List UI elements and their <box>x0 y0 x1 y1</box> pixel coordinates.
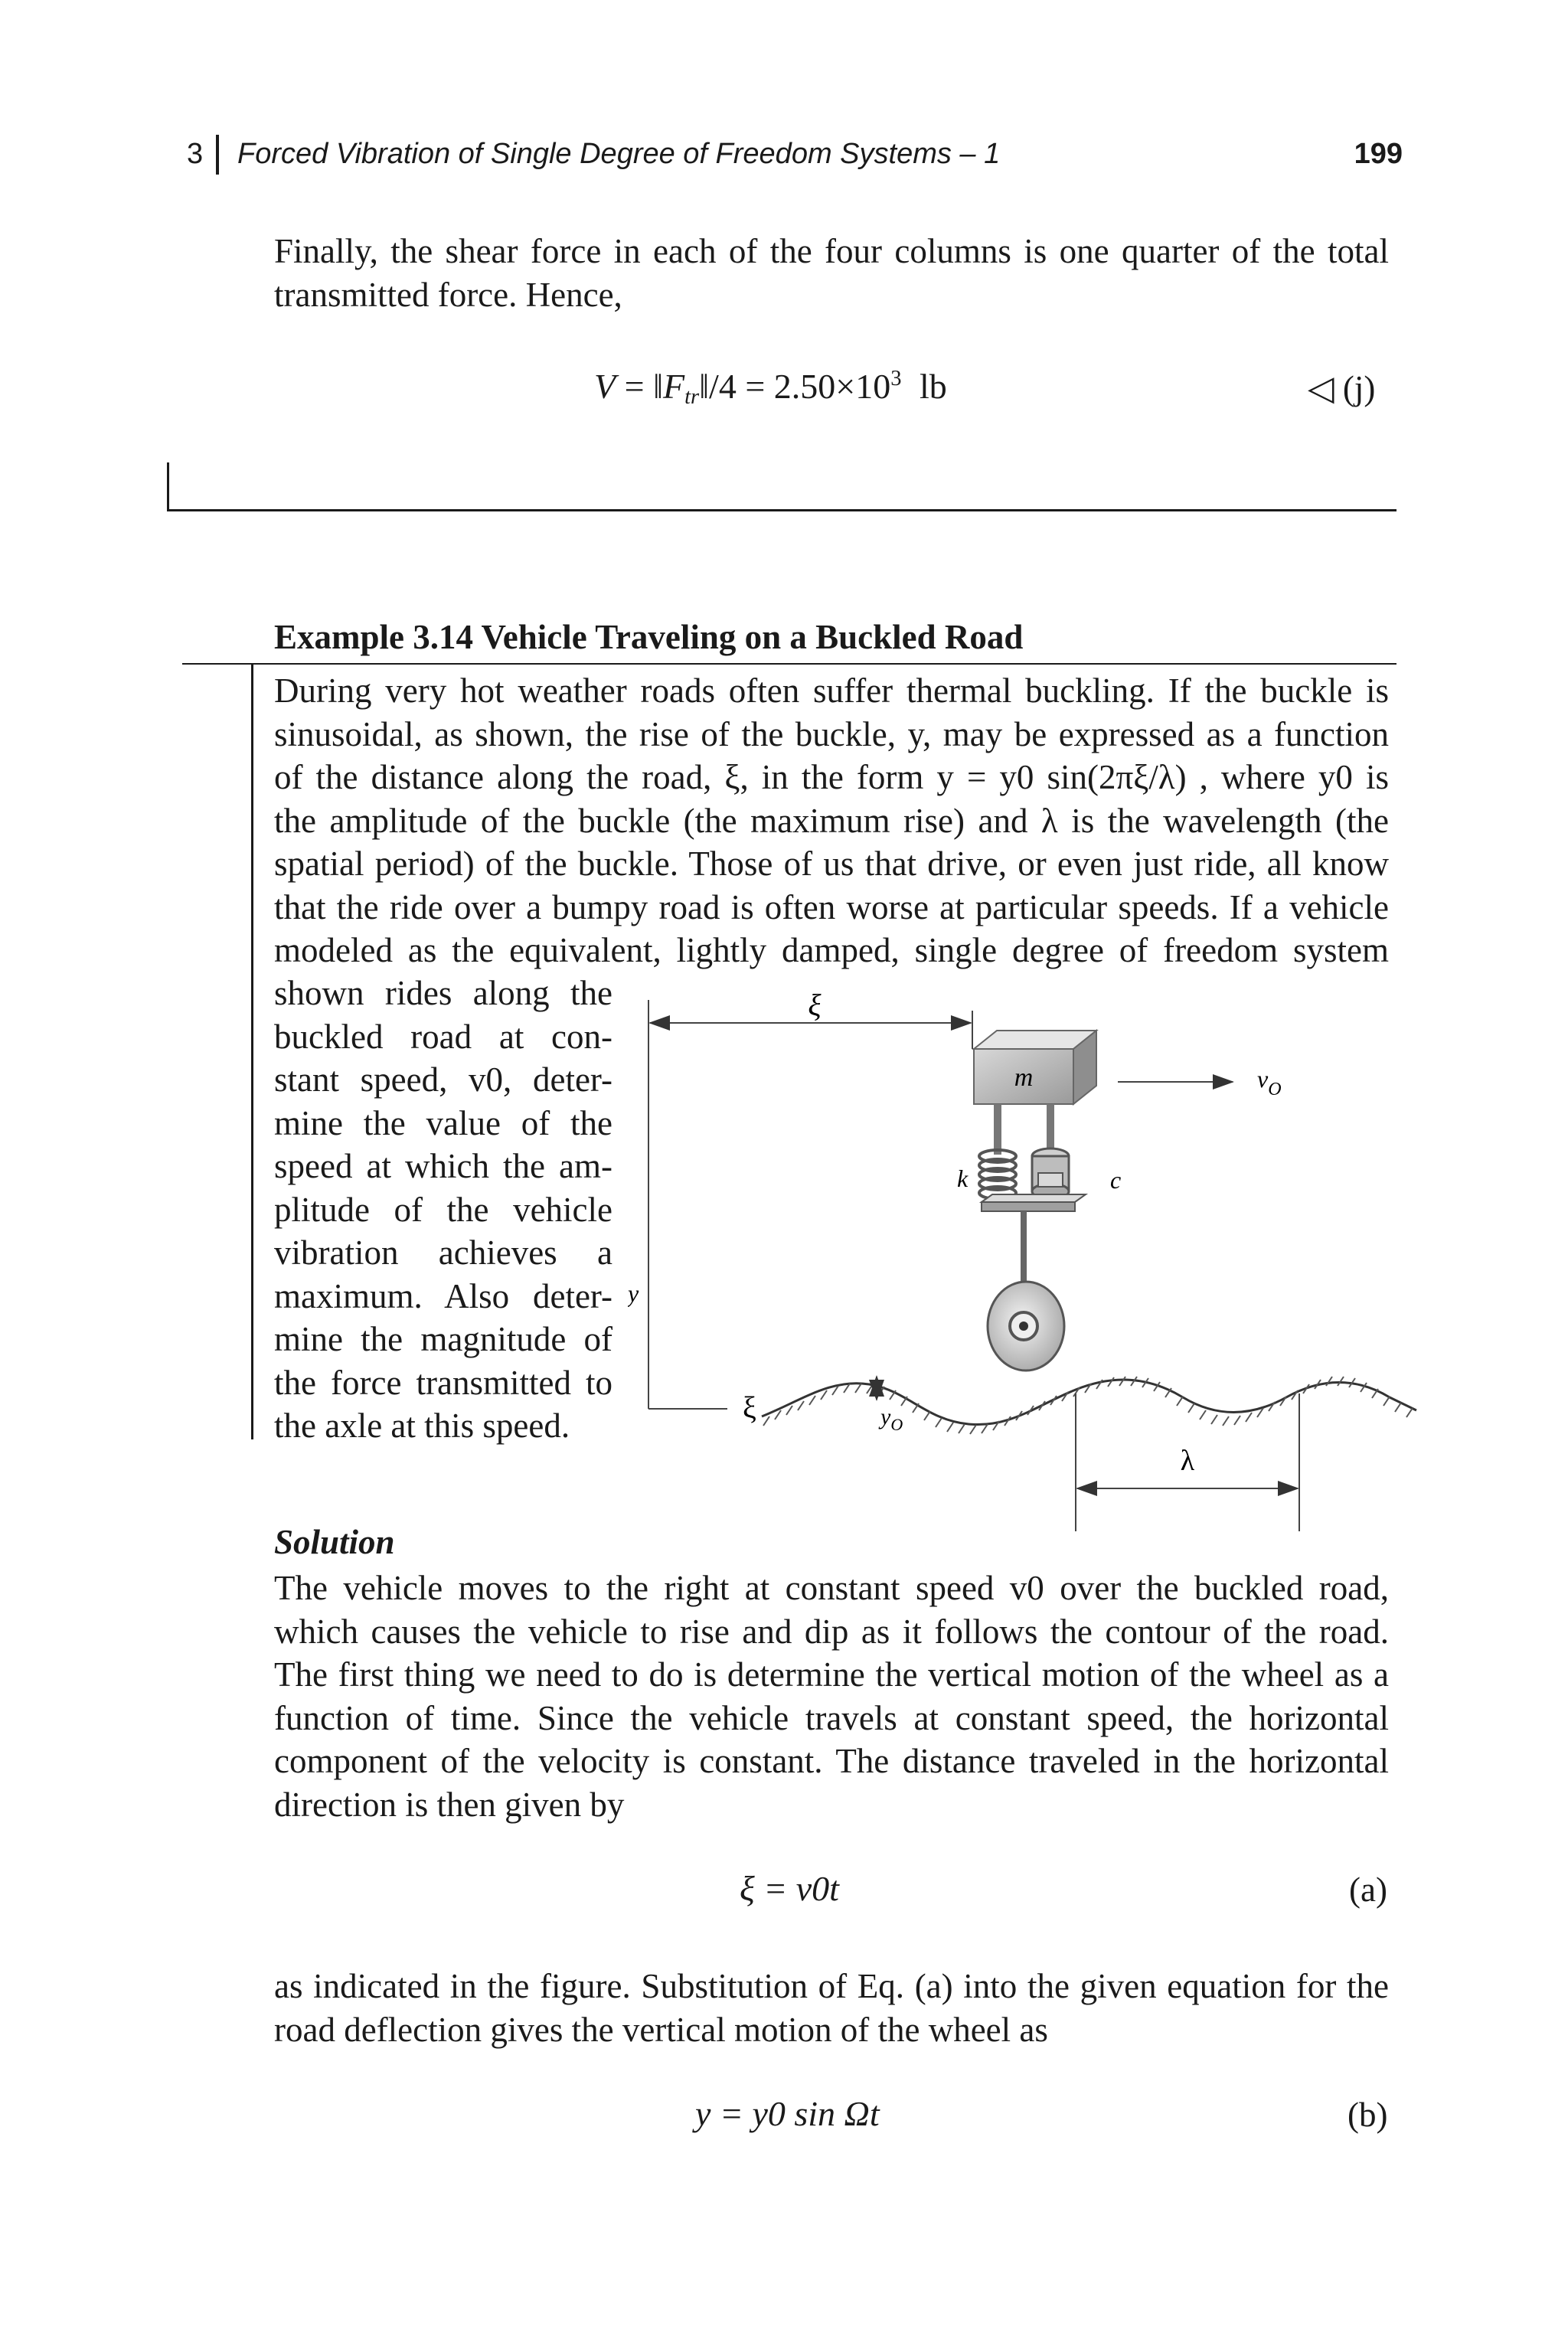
solution-paragraph-1 <box>274 1567 1389 1826</box>
spring-label: k <box>957 1165 969 1192</box>
example-statement <box>274 669 1389 972</box>
chapter-title: Forced Vibration of Single Degree of Freedom Systems – 1 <box>237 138 1001 170</box>
example-side-bar <box>251 663 253 1439</box>
text-line: function of time. Since the vehicle travels at constant speed, the horizontal <box>274 1698 1389 1737</box>
chapter-number: 3 <box>187 138 204 170</box>
lambda-label: λ <box>1180 1445 1195 1477</box>
text-line: vibration achieves a <box>274 1233 612 1272</box>
text-line: of the distance along the road, ξ, in the form y = y0 sin(2πξ/λ) , where y0 is <box>274 758 1389 796</box>
text-line: plitude of the vehicle <box>274 1190 612 1229</box>
text-line: component of the velocity is constant. The distance traveled in the horizontal <box>274 1742 1389 1780</box>
axle-plate-top <box>982 1194 1086 1202</box>
solution-heading: Solution <box>274 1523 395 1561</box>
vehicle-figure <box>628 980 1424 1531</box>
text-line: modeled as the equivalent, lightly damped, single degree of freedom system <box>274 931 1389 969</box>
text-line: the amplitude of the buckle (the maximum rise) and λ is the wavelength (the <box>274 801 1389 840</box>
text-line: road deflection gives the vertical motion of the wheel as <box>274 2010 1048 2049</box>
text-line: During very hot weather roads often suffer thermal buckling. If the buckle is <box>274 671 1389 710</box>
text-line: buckled road at con- <box>274 1017 612 1056</box>
text-line: transmitted force. Hence, <box>274 275 622 314</box>
text-line: the force transmitted to <box>274 1363 612 1402</box>
text-line: that the ride over a bumpy road is often worse at particular speeds. If a vehicle <box>274 887 1389 926</box>
page-number: 199 <box>1354 138 1403 170</box>
equation-b: y = y0 sin Ωt <box>695 2094 880 2133</box>
example-title-rule <box>182 663 1396 665</box>
equation-a-label: (a) <box>1349 1870 1387 1909</box>
text-line: shown rides along the <box>274 974 612 1012</box>
example-title: Example 3.14 Vehicle Traveling on a Buckled Road <box>274 618 1024 656</box>
velocity-label: $v_O$ <box>1257 1065 1282 1099</box>
equation-a: ξ = v0t <box>740 1869 839 1908</box>
norm-bars: $‖F_{tr}‖/$ <box>653 367 719 410</box>
axle-plate <box>982 1202 1075 1211</box>
xi-label-bottom: ξ <box>743 1390 756 1425</box>
xi-label-top: ξ <box>808 988 822 1022</box>
text-line: mine the magnitude of <box>274 1320 612 1358</box>
eq-exponent: 3 <box>890 366 902 390</box>
text-line: as indicated in the figure. Substitution of Eq. (a) into the given equation for the <box>274 1967 1389 2005</box>
y-label: y <box>628 1279 639 1307</box>
mass-label: m <box>1014 1063 1034 1092</box>
example-end-bracket-vertical <box>167 462 169 511</box>
text-line: which causes the vehicle to rise and dip as it follows the contour of the road. <box>274 1612 1389 1651</box>
text-line: mine the value of the <box>274 1103 612 1142</box>
yo-label: $y_O$ <box>880 1404 903 1434</box>
damper-icon <box>1032 1148 1069 1199</box>
text-line: The first thing we need to do is determine the vertical motion of the wheel as a <box>274 1655 1389 1694</box>
eq-unit: lb <box>919 367 947 406</box>
text-line: sinusoidal, as shown, the rise of the buckle, y, may be expressed as a function <box>274 714 1389 753</box>
text-line: speed at which the am- <box>274 1147 612 1185</box>
equation-j-label: ◁ (j) <box>1308 369 1376 407</box>
eq-lhs: V <box>594 367 616 406</box>
solution-paragraph-2 <box>274 1965 1389 2051</box>
running-header <box>178 135 1424 181</box>
equation-b-label: (b) <box>1348 2096 1388 2134</box>
text-line: Finally, the shear force in each of the four columns is one quarter of the total <box>274 232 1389 270</box>
wheel-axle <box>1019 1322 1028 1331</box>
spring-icon <box>979 1150 1016 1199</box>
text-line: the axle at this speed. <box>274 1407 570 1445</box>
header-divider <box>216 135 219 175</box>
example-statement-narrow <box>274 972 612 1448</box>
text-line: direction is then given by <box>274 1785 625 1824</box>
eq-value: 4 = 2.50×10 <box>718 367 891 406</box>
equation-j: $V = ‖F_{tr}‖/4 = 2.50\times 10^3$ lb <box>594 366 947 410</box>
intro-paragraph <box>274 230 1389 316</box>
text-line: stant speed, v0, deter- <box>274 1060 612 1099</box>
damper-label: c <box>1110 1166 1122 1194</box>
example-end-bracket-horizontal <box>167 509 1396 511</box>
text-line: The vehicle moves to the right at constant speed v0 over the buckled road, <box>274 1569 1389 1607</box>
text-line: spatial period) of the buckle. Those of us that drive, or even just ride, all know <box>274 845 1389 883</box>
text-line: maximum. Also deter- <box>274 1276 612 1315</box>
